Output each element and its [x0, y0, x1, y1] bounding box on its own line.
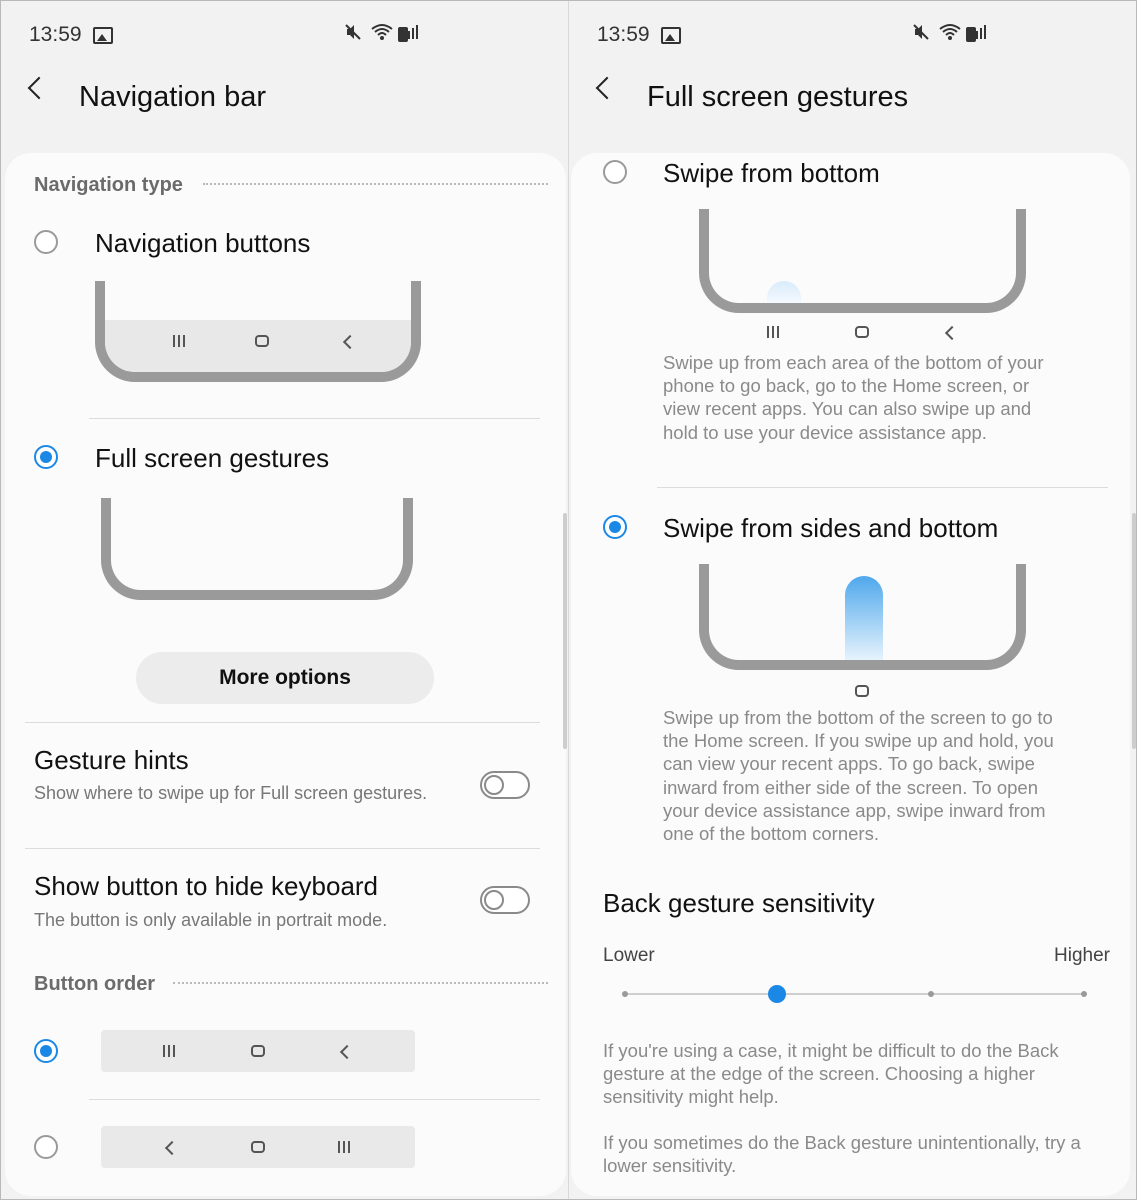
- row-title: Gesture hints: [34, 745, 189, 775]
- option-description: Swipe up from the bottom of the screen to go to the Home screen. If you swipe up and hold, you can view your recent apps. To go back, swipe inward from either side of the screen. To open your device assistance app, swipe inward from one of the bottom corners.: [663, 707, 1054, 845]
- wifi-icon: [939, 23, 961, 41]
- slider-tick: [1081, 991, 1087, 997]
- full-screen-gestures-preview: [101, 498, 413, 600]
- swipe-from-bottom-preview: [699, 209, 1026, 313]
- navigation-buttons-preview: [95, 281, 421, 382]
- recent-apps-icon: [767, 326, 779, 338]
- settings-card: [571, 153, 1130, 1196]
- home-icon: [855, 326, 869, 338]
- home-icon: [855, 685, 869, 697]
- option-label: Full screen gestures: [95, 443, 330, 473]
- button-order-preview: [101, 1030, 415, 1072]
- sensitivity-higher-label: Higher: [1054, 945, 1110, 966]
- battery-icon: [966, 27, 976, 42]
- radio-swipe-from-bottom[interactable]: [603, 160, 627, 184]
- recent-apps-icon: [338, 1141, 350, 1153]
- swipe-hint-indicator: [767, 281, 801, 303]
- wifi-icon: [371, 23, 393, 41]
- back-icon: [945, 326, 959, 340]
- home-icon: [255, 335, 269, 347]
- sensitivity-lower-label: Lower: [603, 945, 655, 966]
- option-description: Swipe up from each area of the bottom of your phone to go back, go to the Home screen, or view recent apps. You can also swipe up and hold to use your device assistance app.: [663, 352, 1044, 443]
- back-arrow-icon[interactable]: [596, 77, 619, 100]
- recent-apps-icon: [163, 1045, 175, 1057]
- section-divider-dots: [173, 982, 548, 984]
- swipe-hint-indicator: [845, 576, 883, 660]
- back-icon: [343, 335, 357, 349]
- slider-tick: [928, 991, 934, 997]
- gallery-notification-icon: [661, 27, 681, 44]
- home-icon: [251, 1045, 265, 1057]
- radio-button-order-1[interactable]: [34, 1039, 58, 1063]
- back-icon: [165, 1141, 179, 1155]
- preview-nav-strip: [105, 320, 411, 372]
- sensitivity-note: If you're using a case, it might be difficult to do the Back gesture at the edge of the screen. Choosing a higher sensitivity might help.: [603, 1040, 1059, 1108]
- swipe-from-sides-preview: [699, 564, 1026, 670]
- sensitivity-title: Back gesture sensitivity: [603, 888, 875, 918]
- slider-track[interactable]: [625, 993, 1085, 995]
- status-time: 13:59: [29, 23, 82, 46]
- divider: [89, 1099, 540, 1100]
- section-title-button-order: Button order: [34, 973, 156, 995]
- back-arrow-icon[interactable]: [28, 77, 51, 100]
- radio-full-screen-gestures[interactable]: [34, 445, 58, 469]
- status-bar: [597, 23, 1108, 51]
- mute-icon: [344, 23, 362, 41]
- button-order-preview: [101, 1126, 415, 1168]
- mute-icon: [912, 23, 930, 41]
- status-icons: [344, 23, 420, 46]
- settings-card: [5, 153, 566, 1196]
- divider: [89, 418, 540, 419]
- status-icons: [912, 23, 988, 46]
- radio-swipe-from-sides-and-bottom[interactable]: [603, 515, 627, 539]
- gallery-notification-icon: [93, 27, 113, 44]
- divider: [25, 722, 540, 723]
- more-options-button[interactable]: More options: [136, 652, 434, 704]
- status-time: 13:59: [597, 23, 650, 46]
- full-screen-gestures-screen: [569, 1, 1136, 1199]
- gesture-hints-toggle[interactable]: [480, 771, 530, 799]
- radio-navigation-buttons[interactable]: [34, 230, 58, 254]
- section-title-navigation-type: Navigation type: [34, 174, 183, 196]
- page-title: Full screen gestures: [647, 81, 909, 113]
- option-label: Swipe from bottom: [663, 158, 880, 188]
- slider-thumb[interactable]: [768, 985, 786, 1003]
- option-label: Navigation buttons: [95, 228, 311, 258]
- row-subtitle: The button is only available in portrait mode.: [34, 910, 388, 930]
- battery-icon: [398, 27, 408, 42]
- scrollbar[interactable]: [1132, 513, 1136, 749]
- sensitivity-note: If you sometimes do the Back gesture unintentionally, try a lower sensitivity.: [603, 1132, 1081, 1177]
- status-bar: [29, 23, 540, 51]
- divider: [657, 487, 1108, 488]
- navigation-bar-screen: [1, 1, 568, 1199]
- scrollbar[interactable]: [563, 513, 567, 749]
- page-title: Navigation bar: [79, 81, 266, 113]
- hide-keyboard-toggle[interactable]: [480, 886, 530, 914]
- divider: [25, 848, 540, 849]
- recent-apps-icon: [173, 335, 185, 347]
- home-icon: [251, 1141, 265, 1153]
- radio-button-order-2[interactable]: [34, 1135, 58, 1159]
- slider-tick: [622, 991, 628, 997]
- section-divider-dots: [203, 183, 548, 185]
- row-subtitle: Show where to swipe up for Full screen gestures.: [34, 783, 428, 803]
- back-icon: [340, 1045, 354, 1059]
- option-label: Swipe from sides and bottom: [663, 513, 999, 543]
- row-title: Show button to hide keyboard: [34, 871, 379, 901]
